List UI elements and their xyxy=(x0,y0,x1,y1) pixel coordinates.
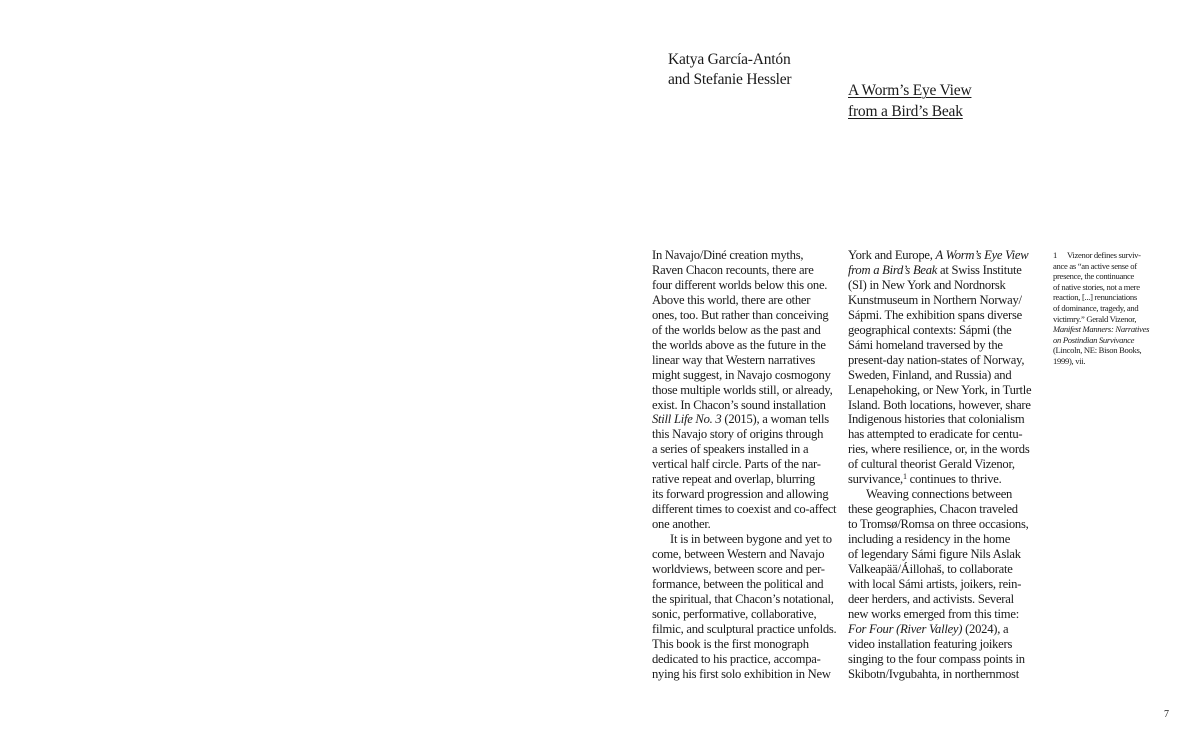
footnote-line: (Lincoln, NE: Bison Books, xyxy=(1053,345,1142,356)
footnote-line xyxy=(1053,324,1163,335)
text-line: formance, between the political and xyxy=(652,576,824,591)
text-line: video installation featuring joikers xyxy=(848,636,1013,651)
text-fragment: at Swiss Institute xyxy=(937,262,1022,277)
book-title-cont: on Postindian Survivance xyxy=(1053,334,1135,345)
footnote-line: reaction, [...] renunciations xyxy=(1053,292,1137,303)
text-line: geographical contexts: Sápmi (the xyxy=(848,322,1012,337)
text-line: sonic, performative, collaborative, xyxy=(652,606,817,621)
text-line: a series of speakers installed in a xyxy=(652,442,809,457)
text-fragment: York and Europe, xyxy=(848,248,936,262)
footnote-line: of native stories, not a mere xyxy=(1053,281,1140,292)
text-line: might suggest, in Navajo cosmogony xyxy=(652,367,831,382)
text-line xyxy=(848,248,1038,263)
footnote-1 xyxy=(1053,250,1163,367)
text-line: of legendary Sámi figure Nils Aslak xyxy=(848,547,1021,562)
text-line: worldviews, between score and per- xyxy=(652,562,825,577)
exhibition-title: A Worm’s Eye View xyxy=(935,248,1029,262)
essay-title xyxy=(848,80,971,122)
footnote-line xyxy=(1053,250,1163,261)
body-column-2 xyxy=(848,248,1038,682)
text-line: Lenapehoking, or New York, in Turtle xyxy=(848,382,1032,397)
text-line: of the worlds below as the past and xyxy=(652,322,821,337)
text-line: present-day nation-states of Norway, xyxy=(848,352,1025,367)
text-line: come, between Western and Navajo xyxy=(652,547,825,562)
footnote-line: victimry.” Gerald Vizenor, xyxy=(1053,313,1137,324)
page-number: 7 xyxy=(1164,709,1169,720)
text-line: different times to coexist and co-affect xyxy=(652,502,837,517)
footnote-reference[interactable]: 1 xyxy=(902,472,907,482)
text-line: four different worlds below this one. xyxy=(652,277,828,292)
text-fragment: survivance, xyxy=(848,472,903,487)
exhibition-title-cont: from a Bird’s Beak xyxy=(848,262,938,277)
text-line: new works emerged from this time: xyxy=(848,606,1019,621)
text-line xyxy=(848,263,1038,278)
text-line: deer herders, and activists. Several xyxy=(848,591,1014,606)
text-line: its forward progression and allowing xyxy=(652,487,829,502)
text-line: Indigenous histories that colonialism xyxy=(848,412,1025,427)
text-line: of cultural theorist Gerald Vizenor, xyxy=(848,457,1015,472)
text-line: with local Sámi artists, joikers, rein- xyxy=(848,576,1022,591)
footnote-text: Vizenor defines surviv- xyxy=(1067,250,1141,260)
text-line: Sápmi. The exhibition spans diverse xyxy=(848,307,1022,322)
text-line: Valkeapää/Áillohaš, to collaborate xyxy=(848,562,1013,577)
book-title: Manifest Manners: Narratives xyxy=(1053,324,1150,335)
text-fragment: (2015), a woman tells xyxy=(721,412,829,427)
text-line xyxy=(848,622,1038,637)
text-line: filmic, and sculptural practice unfolds. xyxy=(652,621,837,636)
text-line: this Navajo story of origins through xyxy=(652,427,824,442)
text-line: This book is the first monograph xyxy=(652,636,809,651)
footnote-line: ance as “an active sense of xyxy=(1053,260,1137,271)
text-line: Sweden, Finland, and Russia) and xyxy=(848,367,1012,382)
text-line: the worlds above as the future in the xyxy=(652,337,826,352)
text-line: It is in between bygone and yet to xyxy=(670,532,832,547)
text-line: Raven Chacon recounts, there are xyxy=(652,262,814,277)
text-line: Weaving connections between xyxy=(866,487,1013,502)
text-line xyxy=(652,412,840,427)
text-fragment: continues to thrive. xyxy=(906,472,1002,487)
author-line-2: and Stefanie Hessler xyxy=(668,71,792,88)
text-line: Sámi homeland traversed by the xyxy=(848,337,1003,352)
text-line: these geographies, Chacon traveled xyxy=(848,502,1018,517)
text-line: has attempted to eradicate for centu- xyxy=(848,427,1023,442)
text-line: Island. Both locations, however, share xyxy=(848,397,1031,412)
text-line: dedicated to his practice, accompa- xyxy=(652,651,821,666)
title-line-2: from a Bird’s Beak xyxy=(848,103,963,120)
authors xyxy=(668,50,791,90)
body-column-1 xyxy=(652,248,840,682)
text-line: ries, where resilience, or, in the words xyxy=(848,442,1030,457)
footnote-line: 1999), vii. xyxy=(1053,355,1086,366)
title-line-1: A Worm’s Eye View xyxy=(848,82,972,99)
footnote-line: of dominance, tragedy, and xyxy=(1053,302,1139,313)
text-line: rative repeat and overlap, blurring xyxy=(652,472,815,487)
text-line: In Navajo/Diné creation myths, xyxy=(652,248,804,262)
text-line: to Tromsø/Romsa on three occasions, xyxy=(848,517,1029,532)
footnote-number: 1 xyxy=(1053,250,1057,260)
text-line: the spiritual, that Chacon’s notational, xyxy=(652,591,834,606)
footnote-line xyxy=(1053,335,1163,346)
text-line: ones, too. But rather than conceiving xyxy=(652,307,829,322)
text-fragment: (2024), a xyxy=(962,621,1009,636)
author-line-1: Katya García-Antón xyxy=(668,51,791,68)
text-line: singing to the four compass points in xyxy=(848,651,1025,666)
text-line: vertical half circle. Parts of the nar- xyxy=(652,457,821,472)
text-line: linear way that Western narratives xyxy=(652,352,815,367)
text-line: exist. In Chacon’s sound installation xyxy=(652,397,826,412)
text-line: Skibotn/Ivgubahta, in northernmost xyxy=(848,666,1019,681)
text-line xyxy=(848,472,1038,487)
text-line: (SI) in New York and Nordnorsk xyxy=(848,277,1006,292)
text-line: nying his first solo exhibition in New xyxy=(652,666,831,681)
footnote-line: presence, the continuance xyxy=(1053,271,1135,282)
artwork-title-for-four: For Four (River Valley) xyxy=(848,621,963,636)
text-line: one another. xyxy=(652,517,711,532)
text-line: Above this world, there are other xyxy=(652,292,811,307)
text-line: including a residency in the home xyxy=(848,532,1011,547)
text-line: Kunstmuseum in Northern Norway/ xyxy=(848,292,1022,307)
artwork-title-still-life: Still Life No. 3 xyxy=(652,412,722,427)
text-line: those multiple worlds still, or already, xyxy=(652,382,833,397)
